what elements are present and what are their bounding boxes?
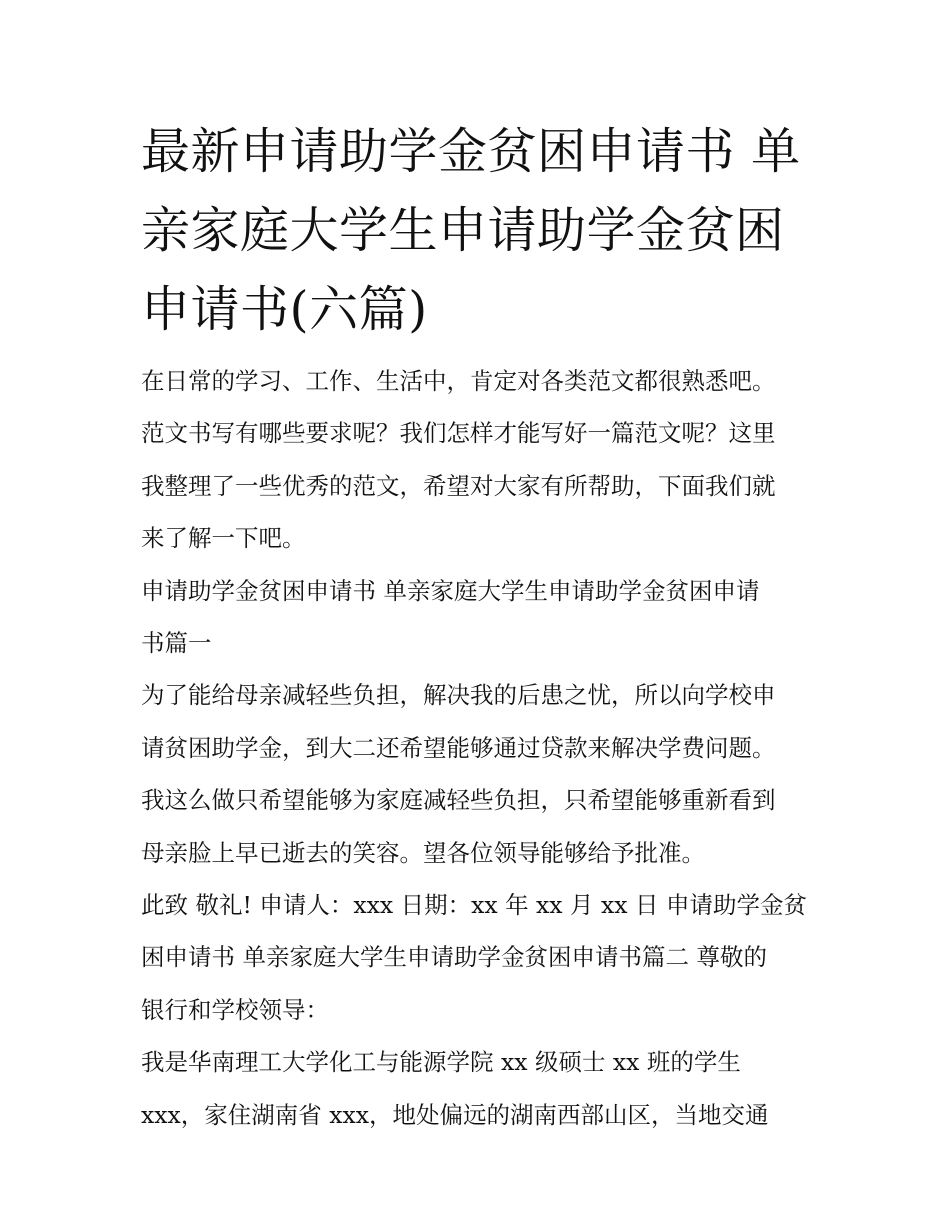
intro-paragraph bbox=[141, 355, 821, 565]
title-line: 亲家庭大学生申请助学金贫困 bbox=[141, 202, 785, 259]
text-line: 银行和学校领导： bbox=[141, 995, 329, 1024]
text-line: 来了解一下吧。 bbox=[141, 524, 306, 553]
body-paragraph bbox=[141, 1036, 821, 1141]
title-line: 申请书(六篇) bbox=[141, 281, 428, 338]
text-line: 我整理了一些优秀的范文，希望对大家有所帮助，下面我们就 bbox=[141, 471, 776, 500]
document-title bbox=[141, 112, 821, 349]
text-line: 书篇一 bbox=[141, 629, 212, 658]
section-heading-paragraph bbox=[141, 565, 821, 670]
text-line: 范文书写有哪些要求呢？我们怎样才能写好一篇范文呢？这里 bbox=[141, 419, 776, 448]
text-line: 为了能给母亲减轻些负担，解决我的后患之忧，所以向学校申 bbox=[141, 681, 776, 710]
text-line: 我是华南理工大学化工与能源学院 xx 级硕士 xx 班的学生 bbox=[141, 1048, 741, 1077]
text-line: 申请助学金贫困申请书 单亲家庭大学生申请助学金贫困申请 bbox=[141, 576, 760, 605]
body-paragraph bbox=[141, 669, 821, 879]
closing-paragraph bbox=[141, 879, 821, 1036]
title-line: 最新申请助学金贫困申请书 单 bbox=[141, 123, 801, 180]
text-line: xxx，家住湖南省 xxx，地处偏远的湖南西部山区，当地交通 bbox=[141, 1100, 769, 1129]
text-line: 困申请书 单亲家庭大学生申请助学金贫困申请书篇二 尊敬的 bbox=[141, 943, 767, 972]
text-line: 请贫困助学金，到大二还希望能够通过贷款来解决学费问题。 bbox=[141, 733, 776, 762]
document-body bbox=[141, 355, 821, 1141]
text-line: 我这么做只希望能够为家庭减轻些负担，只希望能够重新看到 bbox=[141, 786, 776, 815]
text-line: 在日常的学习、工作、生活中，肯定对各类范文都很熟悉吧。 bbox=[141, 367, 776, 395]
text-line: 此致 敬礼! 申请人：xxx 日期：xx 年 xx 月 xx 日 申请助学金贫 bbox=[141, 891, 807, 920]
text-line: 母亲脸上早已逝去的笑容。望各位领导能够给予批准。 bbox=[141, 838, 705, 867]
